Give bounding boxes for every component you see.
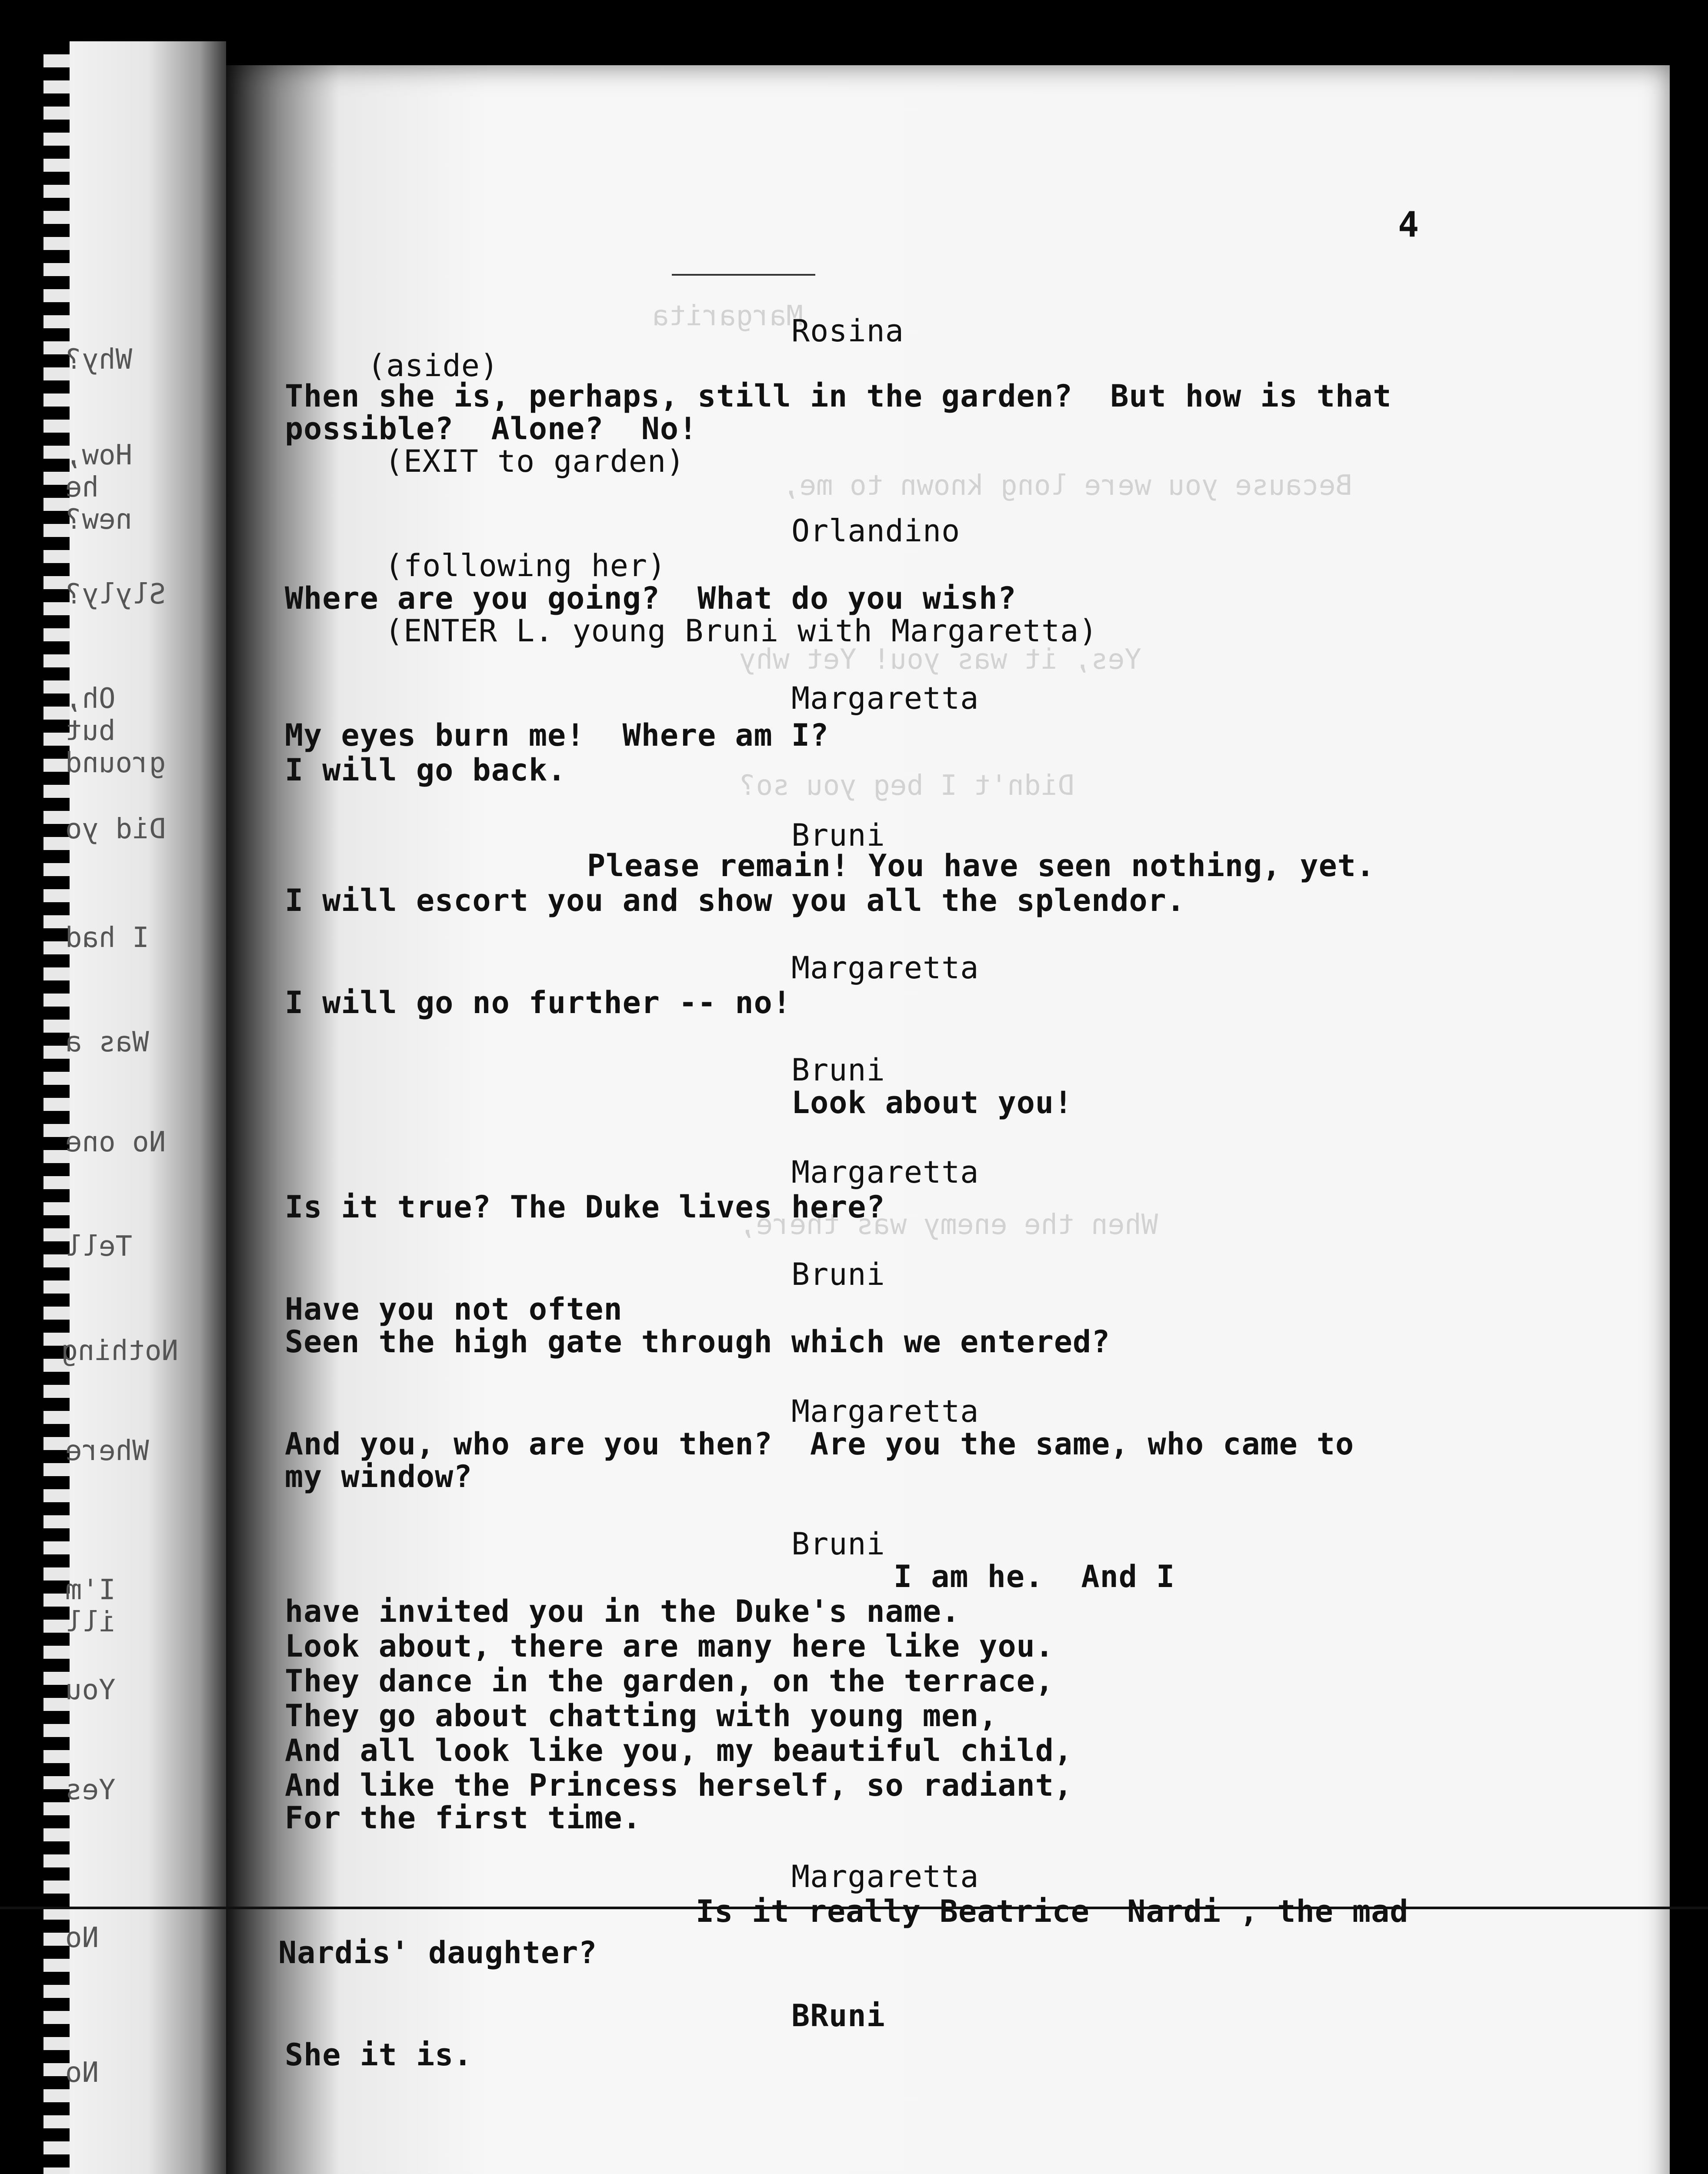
dialogue-line: my window? (285, 1459, 473, 1494)
dialogue-line: have invited you in the Duke's name. (285, 1594, 961, 1629)
character-name: BRuni (791, 1998, 885, 2034)
margin-word: Tell (65, 1230, 133, 1263)
margin-word: No (65, 1922, 99, 1954)
character-name: Orlandino (791, 513, 961, 549)
character-name: Margaretta (791, 680, 979, 716)
dialogue-line: And all look like you, my beautiful child, (285, 1733, 1073, 1768)
dialogue-line: I will go no further -- no! (285, 985, 791, 1020)
character-name: Margaretta (791, 950, 979, 986)
dialogue-line: Then she is, perhaps, still in the garden? But how is that (285, 378, 1392, 414)
dialogue-line: They go about chatting with young men, (285, 1698, 998, 1734)
dialogue-line: Look about you! (791, 1085, 1073, 1120)
dialogue-line: Please remain! You have seen nothing, yet. (587, 848, 1375, 884)
dialogue-line: For the first time. (285, 1800, 641, 1836)
character-name: Margaretta (791, 1859, 979, 1894)
dialogue-line: They dance in the garden, on the terrace, (285, 1663, 1054, 1699)
margin-word: Where (65, 1435, 149, 1467)
character-name: Bruni (791, 1052, 885, 1088)
stage-direction: (following her) (385, 548, 667, 584)
margin-word: No (65, 2057, 99, 2089)
margin-word: No one (65, 1126, 166, 1158)
character-name: Margaretta (791, 1394, 979, 1429)
margin-word: I had (65, 922, 149, 954)
margin-word: Why? (65, 343, 133, 376)
dialogue-line: My eyes burn me! Where am I? (285, 717, 829, 753)
dialogue-line: She it is. (285, 2037, 473, 2073)
dialogue-line: And you, who are you then? Are you the same, who came to (285, 1426, 1354, 1462)
dialogue-line: Seen the high gate through which we entered? (285, 1324, 1111, 1360)
character-name: Bruni (791, 817, 885, 853)
character-name: Margaretta (791, 1154, 979, 1190)
dialogue-line: possible? Alone? No! (285, 411, 698, 447)
dialogue-line: Is it true? The Duke lives here? (285, 1189, 885, 1225)
dialogue-line: Is it really Beatrice Nardi , the mad (696, 1894, 1409, 1929)
dialogue-line: Have you not often (285, 1291, 623, 1327)
character-name: Bruni (791, 1526, 885, 1562)
margin-word: Nothing (61, 1335, 178, 1367)
top-dash (672, 274, 815, 276)
margin-word: Slyly? (65, 578, 166, 610)
margin-word: Yes (65, 1774, 116, 1806)
stage-direction: (EXIT to garden) (385, 443, 685, 479)
dialogue-line: And like the Princess herself, so radiant, (285, 1767, 1073, 1803)
margin-word: Oh, but ground (65, 683, 166, 779)
margin-word: Was a (65, 1026, 149, 1058)
dialogue-line: I will escort you and show you all the splendor. (285, 883, 1185, 918)
dialogue-line: Nardis' daughter? (278, 1935, 597, 1971)
page-number: 4 (1398, 204, 1420, 245)
dialogue-line: I am he. And I (894, 1559, 1175, 1594)
margin-word: How, he new? (65, 439, 133, 536)
dialogue-line: I will go back. (285, 752, 567, 788)
dialogue-line: Where are you going? What do you wish? (285, 580, 1017, 616)
margin-word: I'm ill (65, 1574, 116, 1638)
character-name: Rosina (791, 313, 904, 349)
character-name: Bruni (791, 1257, 885, 1292)
stage-direction: (ENTER L. young Bruni with Margaretta) (385, 613, 1098, 649)
margin-word: You (65, 1674, 116, 1706)
margin-word: Did yo (65, 813, 166, 845)
dialogue-line: Look about, there are many here like you. (285, 1628, 1054, 1664)
stage-direction: (aside) (367, 348, 499, 383)
